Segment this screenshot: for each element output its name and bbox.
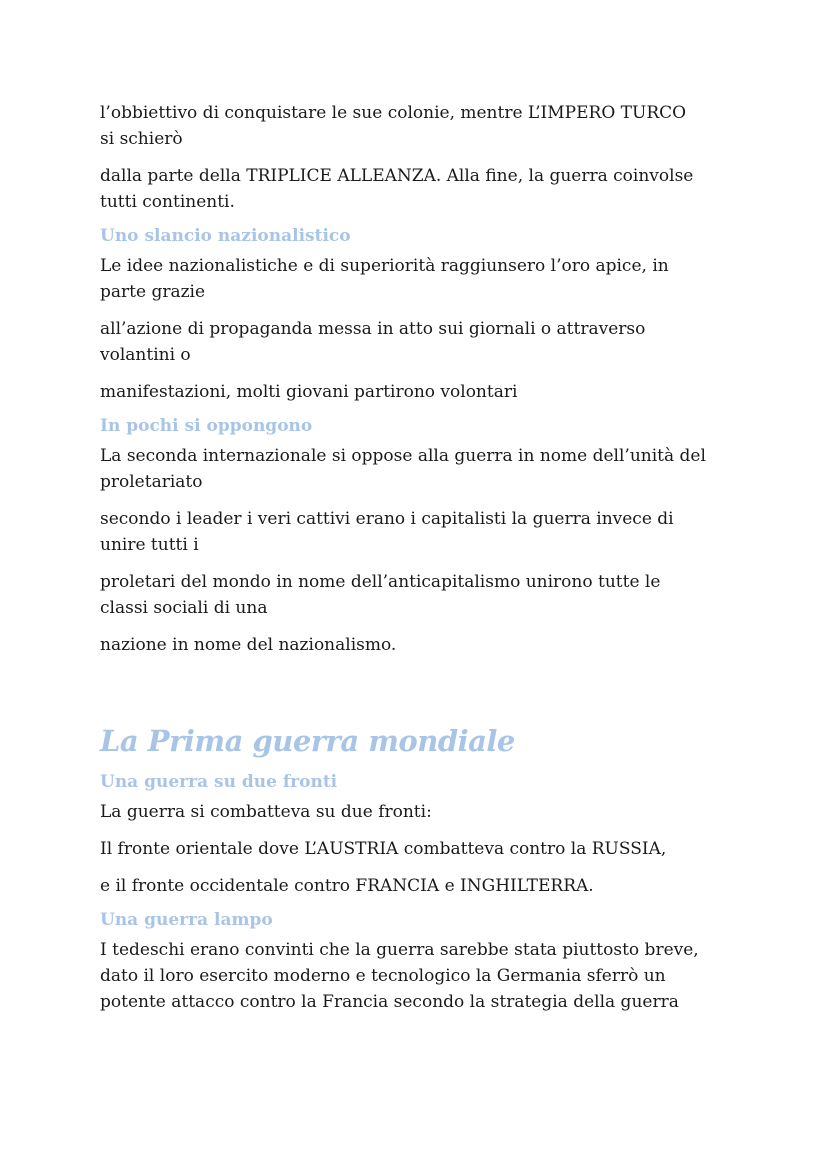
text-line: proletari del mondo in nome dell’anticapitalismo unirono tutte le (100, 572, 661, 592)
paragraph (100, 569, 732, 621)
text-line: nazione in nome del nazionalismo. (100, 635, 397, 655)
text-line: e il fronte occidentale contro FRANCIA e INGHILTERRA. (100, 876, 594, 896)
paragraph (100, 443, 732, 495)
text-line: parte grazie (100, 282, 206, 302)
text-line: dalla parte della TRIPLICE ALLEANZA. Alla fine, la guerra coinvolse (100, 166, 694, 186)
text-line: si schierò (100, 129, 183, 149)
paragraph (100, 873, 732, 899)
chapter-title: La Prima guerra mondiale (100, 724, 515, 758)
section-heading: In pochi si oppongono (100, 416, 313, 436)
text-line: tutti continenti. (100, 192, 235, 212)
text-line: unire tutti i (100, 535, 199, 555)
text-line: I tedeschi erano convinti che la guerra sarebbe stata piuttosto breve, (100, 940, 699, 960)
paragraph (100, 632, 732, 658)
text-line: potente attacco contro la Francia secondo la strategia della guerra (100, 992, 679, 1012)
section-heading: Uno slancio nazionalistico (100, 226, 351, 246)
section-heading: Una guerra lampo (100, 910, 273, 930)
document-content (100, 100, 732, 1015)
text-line: classi sociali di una (100, 598, 268, 618)
paragraph (100, 937, 732, 1015)
text-line: La guerra si combatteva su due fronti: (100, 802, 432, 822)
paragraph (100, 316, 732, 368)
text-line: all’azione di propaganda messa in atto sui giornali o attraverso (100, 319, 646, 339)
paragraph (100, 163, 732, 215)
text-line: volantini o (100, 345, 191, 365)
section-heading: Una guerra su due fronti (100, 772, 338, 792)
paragraph (100, 379, 732, 405)
text-line: Il fronte orientale dove L’AUSTRIA combatteva contro la RUSSIA, (100, 839, 667, 859)
text-line: proletariato (100, 472, 203, 492)
text-line: l’obbiettivo di conquistare le sue colonie, mentre L’IMPERO TURCO (100, 103, 687, 123)
paragraph (100, 100, 732, 152)
paragraph (100, 836, 732, 862)
paragraph (100, 506, 732, 558)
text-line: La seconda internazionale si oppose alla guerra in nome dell’unità del (100, 446, 706, 466)
paragraph (100, 799, 732, 825)
paragraph (100, 253, 732, 305)
text-line: dato il loro esercito moderno e tecnologico la Germania sferrò un (100, 966, 666, 986)
text-line: manifestazioni, molti giovani partirono volontari (100, 382, 518, 402)
text-line: Le idee nazionalistiche e di superiorità raggiunsero l’oro apice, in (100, 256, 669, 276)
text-line: secondo i leader i veri cattivi erano i capitalisti la guerra invece di (100, 509, 674, 529)
